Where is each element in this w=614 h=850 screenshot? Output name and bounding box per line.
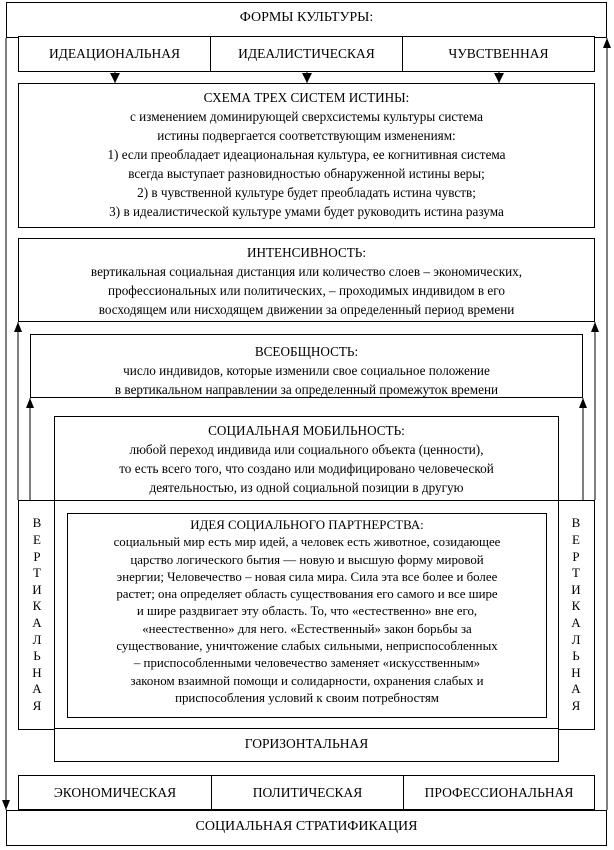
- type-economic: ЭКОНОМИЧЕСКАЯ: [19, 776, 212, 809]
- form-idealistic: ИДЕАЛИСТИЧЕСКАЯ: [211, 37, 403, 71]
- stratification-types-row: [18, 775, 595, 810]
- partnership-line: «неестественно» для него. «Естественный» закон борьбы за: [142, 621, 472, 636]
- stratification-title: СОЦИАЛЬНАЯ СТРАТИФИКАЦИЯ: [195, 819, 418, 834]
- culture-forms-row: [18, 36, 595, 72]
- intensity-box: [18, 238, 595, 322]
- social-mobility-line: то есть всего того, что создано или модифицировано человеческой: [119, 461, 494, 476]
- arrowhead: [2, 800, 10, 810]
- partnership-line: царство логического бытия — новую и высшую форму мировой: [130, 552, 484, 567]
- partnership-line: растет; она определяет область существования его самого и все шире: [116, 587, 498, 602]
- vertical-letter: В: [32, 515, 42, 531]
- type-professional: ПРОФЕССИОНАЛЬНАЯ: [424, 784, 574, 800]
- arrowhead: [14, 322, 22, 332]
- truth-scheme-line: 2) в чувственной культуре будет преобладать истина чувств;: [137, 185, 476, 200]
- truth-scheme-line: всегда выступает разновидностью обнаруженной истины веры;: [128, 166, 485, 181]
- form-ideational: ИДЕАЦИОНАЛЬНАЯ: [19, 37, 211, 71]
- vertical-letter: Ь: [33, 648, 41, 664]
- form-sensate: ЧУВСТВЕННАЯ: [448, 46, 549, 61]
- vertical-letter: В: [571, 515, 581, 531]
- vertical-letter: Я: [571, 697, 581, 713]
- vertical-letter: И: [32, 581, 42, 597]
- vertical-label-right: [557, 500, 595, 730]
- vertical-letter: И: [571, 581, 581, 597]
- vertical-letter: Т: [572, 565, 580, 581]
- vertical-letter: Р: [572, 548, 580, 564]
- vertical-letter: К: [571, 598, 581, 614]
- vertical-letter: А: [32, 615, 42, 630]
- partnership-line: социальный мир есть мир идей, а человек есть животное, созидающее: [113, 535, 501, 550]
- arrowhead: [110, 73, 120, 83]
- universality-line: в вертикальном направлении за определенный промежуток времени: [114, 382, 499, 397]
- vertical-letter: Н: [32, 664, 42, 680]
- social-mobility-line: любой переход индивида или социального объекта (ценности),: [129, 442, 484, 457]
- stratification-title-box: [6, 810, 607, 846]
- horizontal-box: [54, 728, 559, 762]
- vertical-letter: А: [32, 681, 42, 697]
- social-mobility-line: деятельностью, из одной социальной позиции в другую: [149, 480, 464, 495]
- arrowhead: [579, 398, 587, 408]
- vertical-letter: Е: [33, 532, 41, 548]
- partnership-line: существование, уничтожение слабых сильными, неприспособленных: [116, 639, 498, 654]
- arrowhead: [603, 38, 611, 48]
- vertical-letter: К: [32, 598, 42, 614]
- social-mobility-box: [54, 416, 559, 502]
- truth-scheme-line: 1) если преобладает идеациональная культура, ее когнитивная система: [107, 147, 506, 162]
- vertical-letter: Т: [33, 565, 41, 581]
- partnership-box: [67, 513, 547, 718]
- arrowhead: [26, 398, 34, 408]
- arrowhead: [591, 322, 599, 332]
- universality-line: число индивидов, которые изменили свое социальное положение: [123, 363, 490, 378]
- vertical-letter: Р: [33, 548, 41, 564]
- partnership-line: энергии; Человечество – новая сила мира. Сила эта все более и более: [116, 569, 498, 584]
- partnership-line: законом взаимной помощи и солидарности, охранения слабых и: [130, 673, 484, 688]
- horizontal-label: ГОРИЗОНТАЛЬНАЯ: [244, 736, 369, 751]
- vertical-letter: Е: [572, 532, 580, 548]
- universality-title: ВСЕОБЩНОСТЬ:: [254, 344, 359, 359]
- truth-scheme-box: [18, 83, 595, 228]
- intensity-title: ИНТЕНСИВНОСТЬ:: [246, 245, 367, 260]
- social-mobility-title: СОЦИАЛЬНАЯ МОБИЛЬНОСТЬ:: [208, 423, 405, 438]
- culture-forms-title: ФОРМЫ КУЛЬТУРЫ:: [239, 10, 374, 25]
- intensity-line: профессиональных или политических, – проходимых индивидом в его: [108, 283, 505, 298]
- universality-box: [30, 334, 583, 398]
- vertical-letter: А: [571, 615, 581, 630]
- partnership-title: ИДЕЯ СОЦИАЛЬНОГО ПАРТНЕРСТВА:: [190, 518, 424, 532]
- truth-scheme-line: 3) в идеалистической культуре умами будет руководить истина разума: [109, 204, 504, 219]
- truth-scheme-line: с изменением доминирующей сверхсистемы культуры система: [129, 109, 484, 124]
- arrowhead: [302, 73, 312, 83]
- type-political: ПОЛИТИЧЕСКАЯ: [212, 776, 404, 809]
- vertical-label-left: [18, 500, 56, 730]
- arrowhead: [494, 73, 504, 83]
- partnership-line: приспособления условий к своим потребностям: [175, 690, 439, 705]
- vertical-letter: Ь: [572, 648, 580, 664]
- vertical-letter: Л: [571, 631, 581, 647]
- intensity-line: вертикальная социальная дистанция или количество слоев – экономических,: [90, 264, 523, 279]
- intensity-line: восходящем или нисходящем движении за определенный период времени: [98, 302, 515, 317]
- partnership-line: – приспособленными человечество заменяет «искусственным»: [133, 656, 481, 671]
- vertical-letter: Я: [32, 697, 42, 713]
- truth-scheme-line: истины подвергается соответствующим изменениям:: [157, 128, 456, 143]
- culture-forms-title-box: [6, 2, 607, 38]
- partnership-line: и шире раздвигает эту область. То, что «естественно» вне его,: [136, 604, 478, 619]
- vertical-letter: А: [571, 681, 581, 697]
- truth-scheme-title: СХЕМА ТРЕХ СИСТЕМ ИСТИНЫ:: [203, 90, 410, 105]
- vertical-letter: Н: [571, 664, 581, 680]
- vertical-letter: Л: [32, 631, 42, 647]
